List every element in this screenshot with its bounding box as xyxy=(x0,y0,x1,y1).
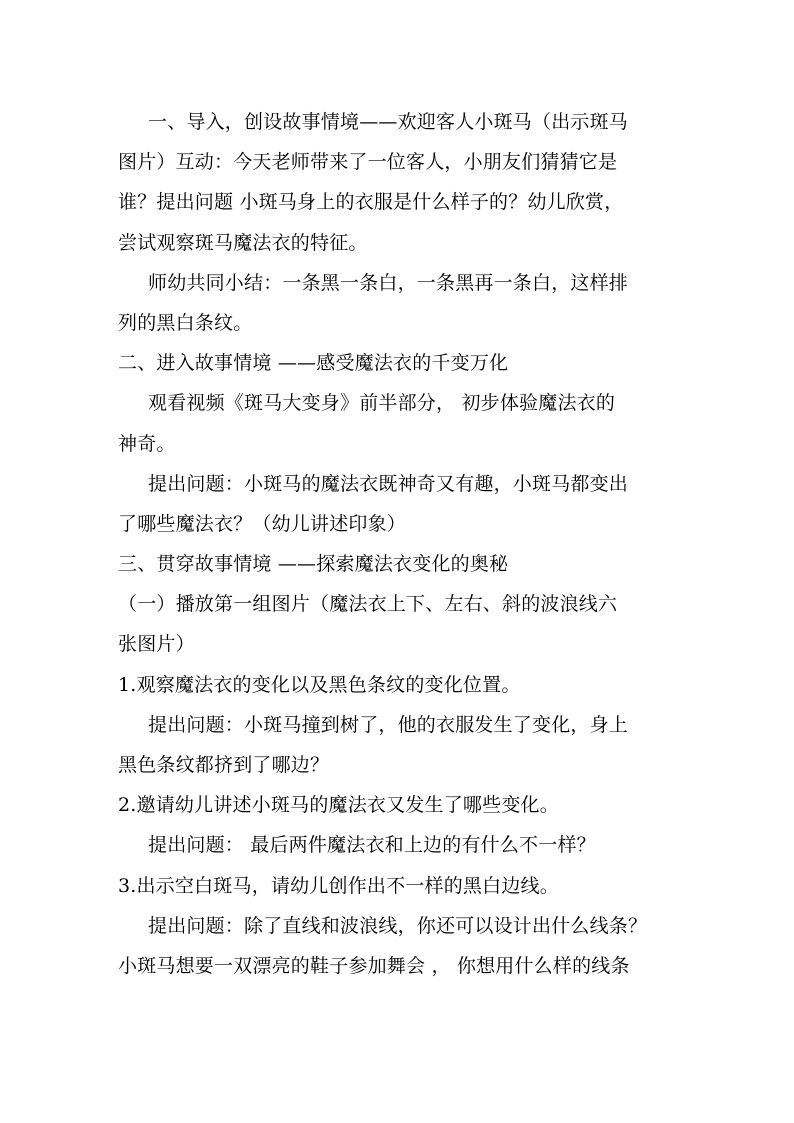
subsection-heading: （一）播放第一组图片（魔法衣上下、左右、斜的波浪线六 xyxy=(118,593,618,616)
paragraph-line: 提出问题：除了直线和波浪线，你还可以设计出什么线条？ xyxy=(148,914,648,937)
paragraph-line: 尝试观察斑马魔法衣的特征。 xyxy=(118,231,368,254)
paragraph-line: 一、导入，创设故事情境——欢迎客人小斑马（出示斑马 xyxy=(148,111,629,133)
list-item: 3.出示空白斑马，请幼儿创作出不一样的黑白边线。 xyxy=(118,874,559,897)
paragraph-line: 提出问题：小斑马的魔法衣既神奇又有趣，小斑马都变出 xyxy=(148,472,629,495)
paragraph-line: 观看视频《斑马大变身》前半部分， 初步体验魔法衣的 xyxy=(148,392,616,415)
section-heading: 三、贯穿故事情境 ——探索魔法衣变化的奥秘 xyxy=(118,553,509,576)
list-item: 2.邀请幼儿讲述小斑马的魔法衣又发生了哪些变化。 xyxy=(118,794,559,817)
paragraph-line: 了哪些魔法衣？（幼儿讲述印象） xyxy=(118,512,407,535)
paragraph-line: 师幼共同小结：一条黑一条白，一条黑再一条白，这样排 xyxy=(148,271,629,294)
paragraph-line: 小斑马想要一双漂亮的鞋子参加舞会 ， 你想用什么样的线条 xyxy=(118,954,630,977)
paragraph-line: 提出问题： 最后两件魔法衣和上边的有什么不一样？ xyxy=(148,834,596,857)
paragraph-line: 张图片） xyxy=(118,633,195,656)
document-body xyxy=(118,102,678,986)
paragraph-line: 提出问题：小斑马撞到树了，他的衣服发生了变化，身上 xyxy=(148,713,629,736)
paragraph-line: 黑色条纹都挤到了哪边？ xyxy=(118,754,330,776)
paragraph-line: 神奇。 xyxy=(118,432,176,455)
paragraph-line: 图片）互动：今天老师带来了一位客人，小朋友们猜猜它是 xyxy=(118,151,618,174)
section-heading: 二、进入故事情境 ——感受魔法衣的千变万化 xyxy=(118,352,509,375)
paragraph-line: 列的黑白条纹。 xyxy=(118,311,253,334)
paragraph-line: 谁？提出问题 小斑马身上的衣服是什么样子的？幼儿欣赏， xyxy=(118,191,624,214)
list-item: 1.观察魔法衣的变化以及黑色条纹的变化位置。 xyxy=(118,673,521,696)
